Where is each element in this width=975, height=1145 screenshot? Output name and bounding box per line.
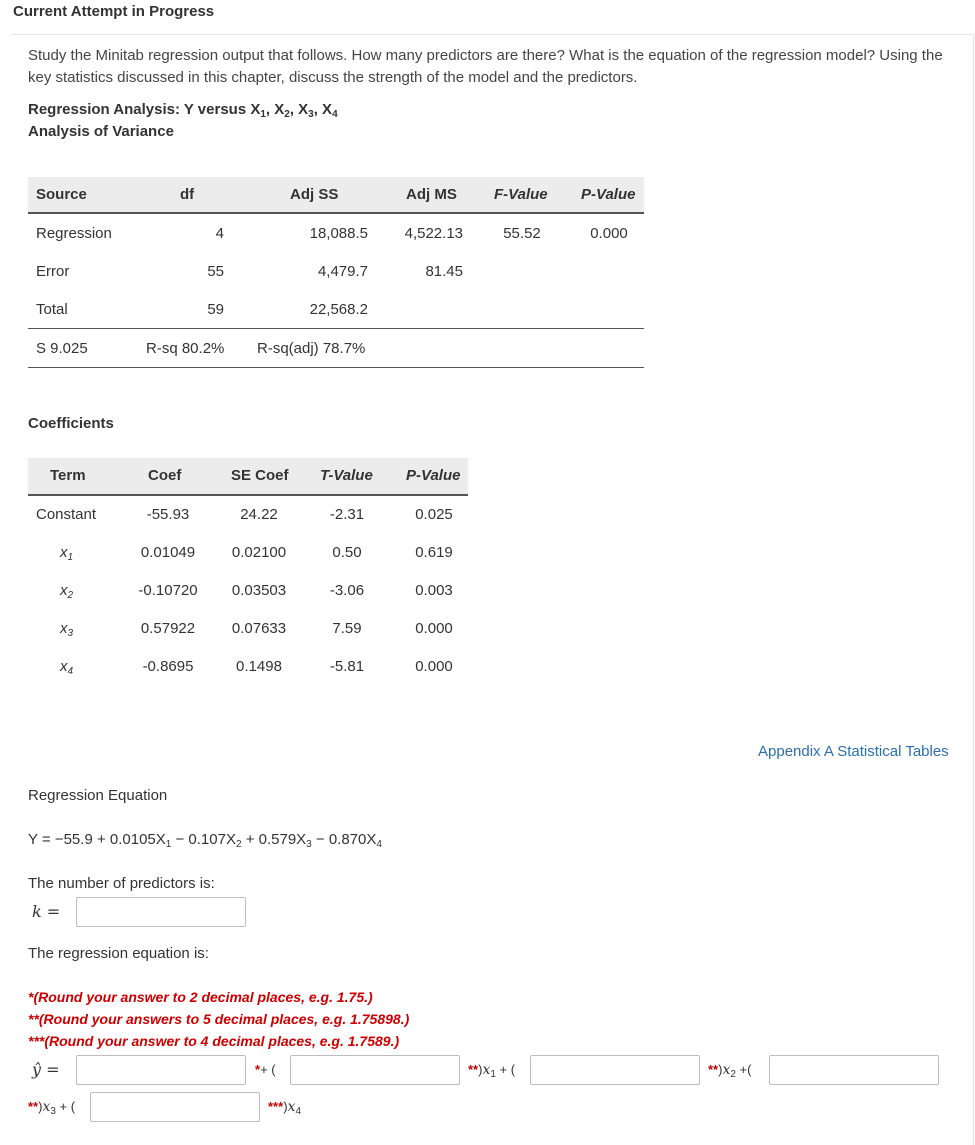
anova-divider [28,328,644,329]
predictors-label: The number of predictors is: [28,875,215,892]
anova-row-adjss: 4,479.7 [317,263,368,280]
anova-header-df: df [180,186,195,203]
anova-header-fvalue: F-Value [494,186,548,203]
question-text: Study the Minitab regression output that follows. How many predictors are there? What is the equation of the regression model? Using the key statistics discussed in this chapter, discuss the strength of the model and the predictors. [28,47,943,86]
coef-se: 0.07633 [231,620,287,637]
anova-header-adjss: Adj SS [290,186,339,203]
b2-input[interactable] [530,1055,700,1085]
coef-tvalue: -5.81 [329,658,365,675]
anova-row-adjss: 22,568.2 [309,301,368,318]
anova-summary-rsqadj: R-sq(adj) 78.7% [257,340,366,357]
anova-row-source: Regression [36,225,112,242]
rounding-note-1: *(Round your answer to 2 decimal places, e.g. 1.75.) [28,989,373,1005]
equation-label: The regression equation is: [28,945,209,962]
seg3: $**)x_2$ +( [708,1062,752,1080]
seg2: $**)x_1$ + ( [468,1062,516,1080]
b3-input[interactable] [769,1055,939,1085]
coef-se: 24.22 [240,506,278,523]
analysis-title: Regression Analysis: Y versus $X_1$, $X_2$, $X_3$, $X_4$ [28,101,338,120]
coef-pvalue: 0.619 [415,544,453,561]
coef-value: 0.01049 [140,544,196,561]
anova-row-adjms: 4,522.13 [404,225,463,242]
coef-header-term: Term [50,467,86,484]
page-header-title: Current Attempt in Progress [13,3,215,20]
anova-row-fvalue: 55.52 [503,225,541,242]
k-symbol: k = [32,902,61,921]
coef-pvalue: 0.025 [415,506,453,523]
seg5: $***)x_4$ [268,1099,301,1117]
b4-input[interactable] [90,1092,260,1122]
regression-equation: $Y = -55.9 + 0.0105X_1 - 0.107X_2 + 0.579X_3 - 0.870X_4$ [28,831,382,850]
coef-pvalue: 0.000 [415,658,453,675]
regression-equation-label: Regression Equation [28,787,168,804]
rounding-note-2: **(Round your answers to 5 decimal places, e.g. 1.75898.) [28,1011,410,1027]
coef-header-pvalue: P-Value [406,467,461,484]
k-input[interactable] [76,897,246,927]
anova-title: Analysis of Variance [28,123,174,140]
anova-summary-rsq: R-sq 80.2% [146,340,225,357]
b1-input[interactable] [290,1055,460,1085]
anova-header-source: Source [36,186,87,203]
anova-row-pvalue: 0.000 [590,225,628,242]
anova-row-df: 4 [215,225,224,242]
coef-tvalue: -3.06 [329,582,365,599]
anova-header-adjms: Adj MS [406,186,457,203]
coefficients-title: Coefficients [28,415,114,432]
coef-term: $x_1$ [60,544,74,563]
coef-pvalue: 0.003 [415,582,453,599]
rounding-note-3: ***(Round your answer to 4 decimal places, e.g. 1.7589.) [28,1033,400,1049]
coef-tvalue: 0.50 [332,544,362,561]
coef-term: Constant [36,506,97,523]
coef-se: 0.1498 [236,658,282,675]
anova-header-pvalue: P-Value [581,186,636,203]
coef-value: -0.8695 [142,658,194,675]
coef-value: -0.10720 [138,582,198,599]
seg1: *+ ( [255,1062,276,1077]
coef-header-tvalue: T-Value [320,467,373,484]
coef-se: 0.02100 [231,544,287,561]
coef-value: -55.93 [146,506,190,523]
seg4: $**)x_3$ + ( [28,1099,76,1117]
coef-tvalue: -2.31 [329,506,365,523]
anova-row-adjss: 18,088.5 [309,225,368,242]
anova-row-source: Total [36,301,68,318]
anova-row-df: 59 [207,301,224,318]
anova-row-adjms: 81.45 [425,263,463,280]
coef-header-coef: Coef [148,467,182,484]
coef-pvalue: 0.000 [415,620,453,637]
anova-row-source: Error [36,263,70,280]
anova-summary-s: S 9.025 [36,340,88,357]
anova-row-df: 55 [207,263,224,280]
coef-term: $x_4$ [60,658,74,677]
coef-value: 0.57922 [140,620,196,637]
anova-bottom-rule [28,367,644,368]
coef-term: $x_3$ [60,620,74,639]
appendix-link[interactable]: Appendix A Statistical Tables [758,743,949,760]
coef-header-secoef: SE Coef [231,467,289,484]
coef-term: $x_2$ [60,582,74,601]
b0-input[interactable] [76,1055,246,1085]
yhat-symbol: ŷ = [32,1060,60,1079]
coef-se: 0.03503 [231,582,287,599]
coef-tvalue: 7.59 [332,620,362,637]
